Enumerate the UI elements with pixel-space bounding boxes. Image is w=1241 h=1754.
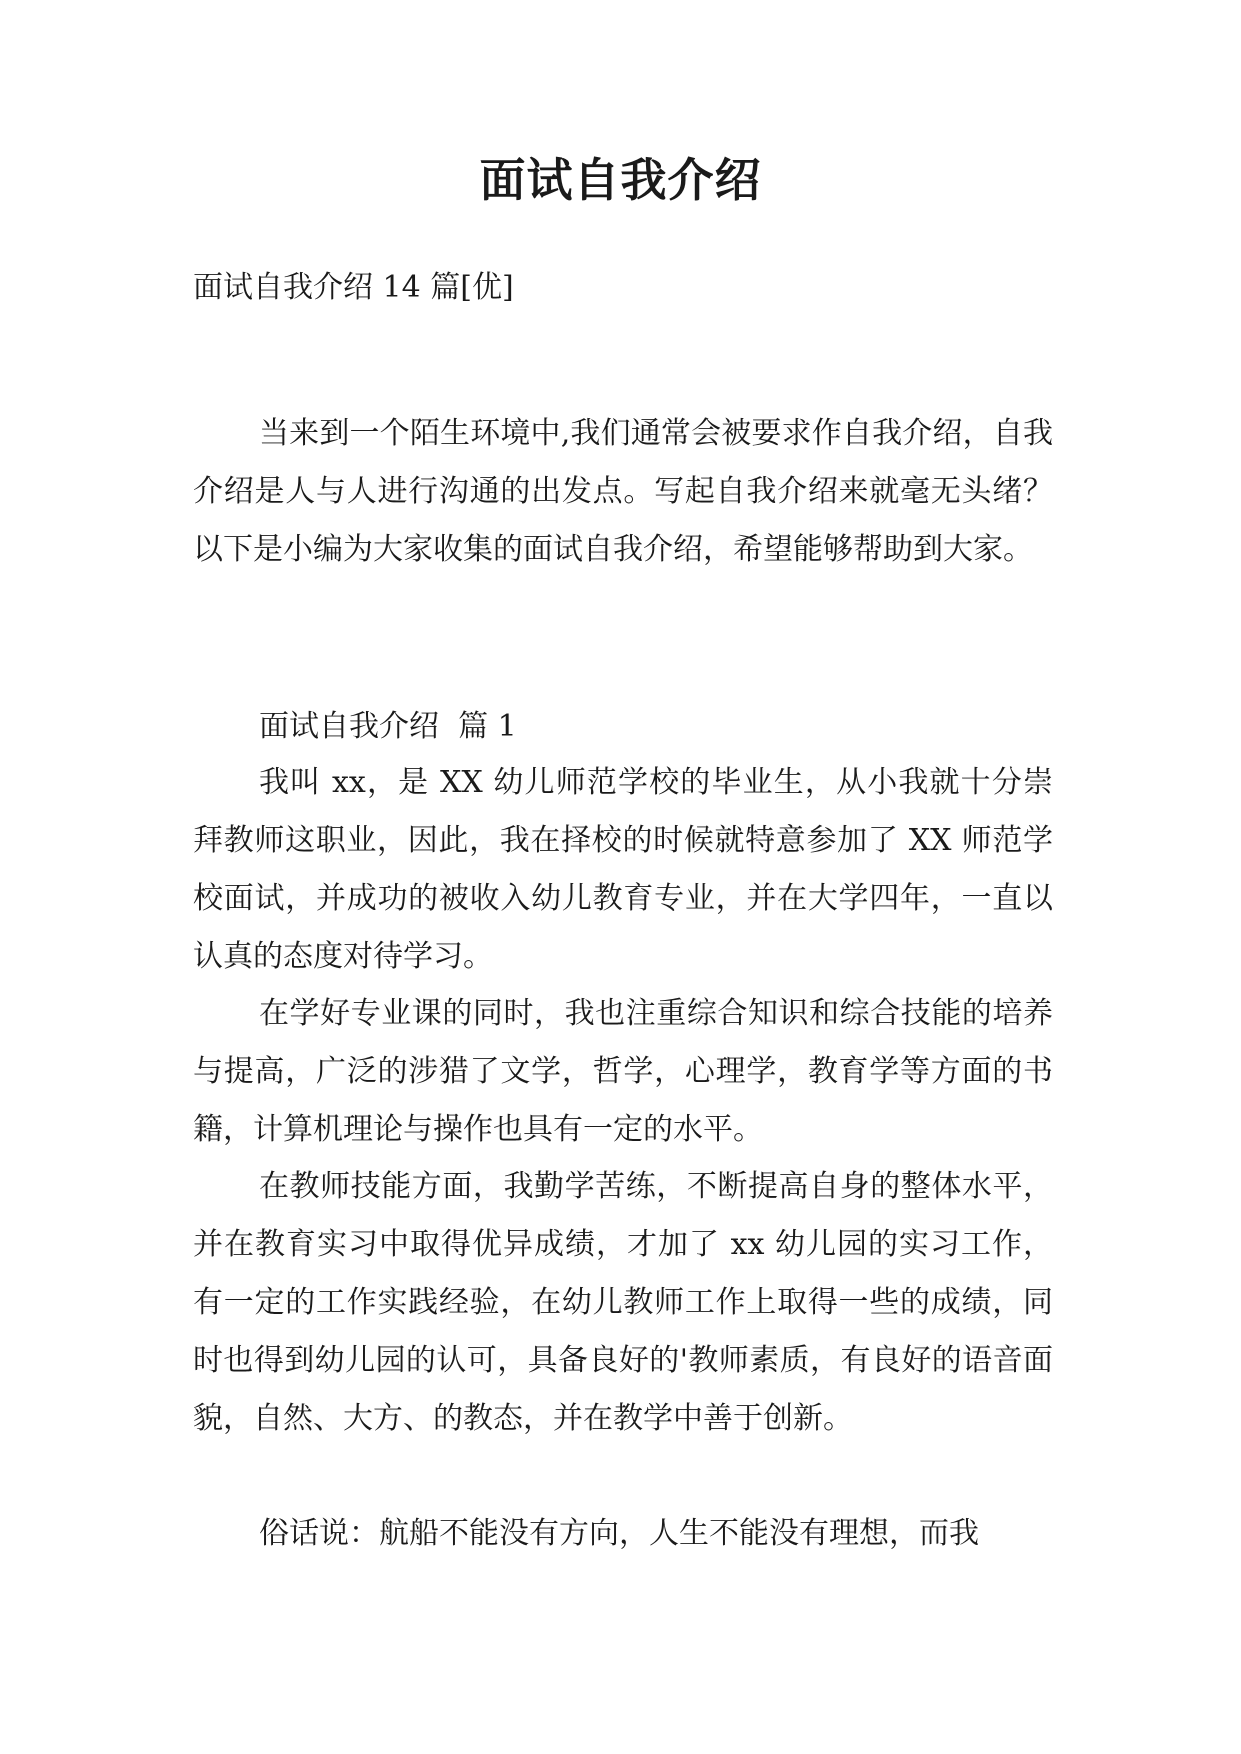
body-paragraph: 在学好专业课的同时，我也注重综合知识和综合技能的培养与提高，广泛的涉猎了文学，哲学，心理学，教育学等方面的书籍，计算机理论与操作也具有一定的水平。 <box>193 996 1053 1147</box>
body-paragraph: 我叫 xx，是 XX 幼儿师范学校的毕业生，从小我就十分崇拜教师这职业，因此，我在择校的时候就特意参加了 XX 师范学校面试，并成功的被收入幼儿教育专业，并在大学四年，一直以认真的态度对待学习。 <box>193 765 1053 974</box>
section-heading: 面试自我介绍 篇 1 <box>259 709 517 744</box>
body-paragraph: 俗话说：航船不能没有方向，人生不能没有理想，而我 <box>259 1516 979 1551</box>
document-title: 面试自我介绍 <box>479 153 762 207</box>
intro-paragraph: 当来到一个陌生环境中,我们通常会被要求作自我介绍，自我介绍是人与人进行沟通的出发点。写起自我介绍来就毫无头绪？以下是小编为大家收集的面试自我介绍，希望能够帮助到大家。 <box>193 416 1053 567</box>
document-subtitle: 面试自我介绍 14 篇[优] <box>193 270 514 305</box>
body-paragraph: 在教师技能方面，我勤学苦练，不断提高自身的整体水平，并在教育实习中取得优异成绩，才加了 xx 幼儿园的实习工作，有一定的工作实践经验，在幼儿教师工作上取得一些的成绩，同时也得到幼儿园的认可，具备良好的'教师素质，有良好的语音面貌，自然、大方、的教态，并在教学中善于创新。 <box>193 1169 1053 1436</box>
